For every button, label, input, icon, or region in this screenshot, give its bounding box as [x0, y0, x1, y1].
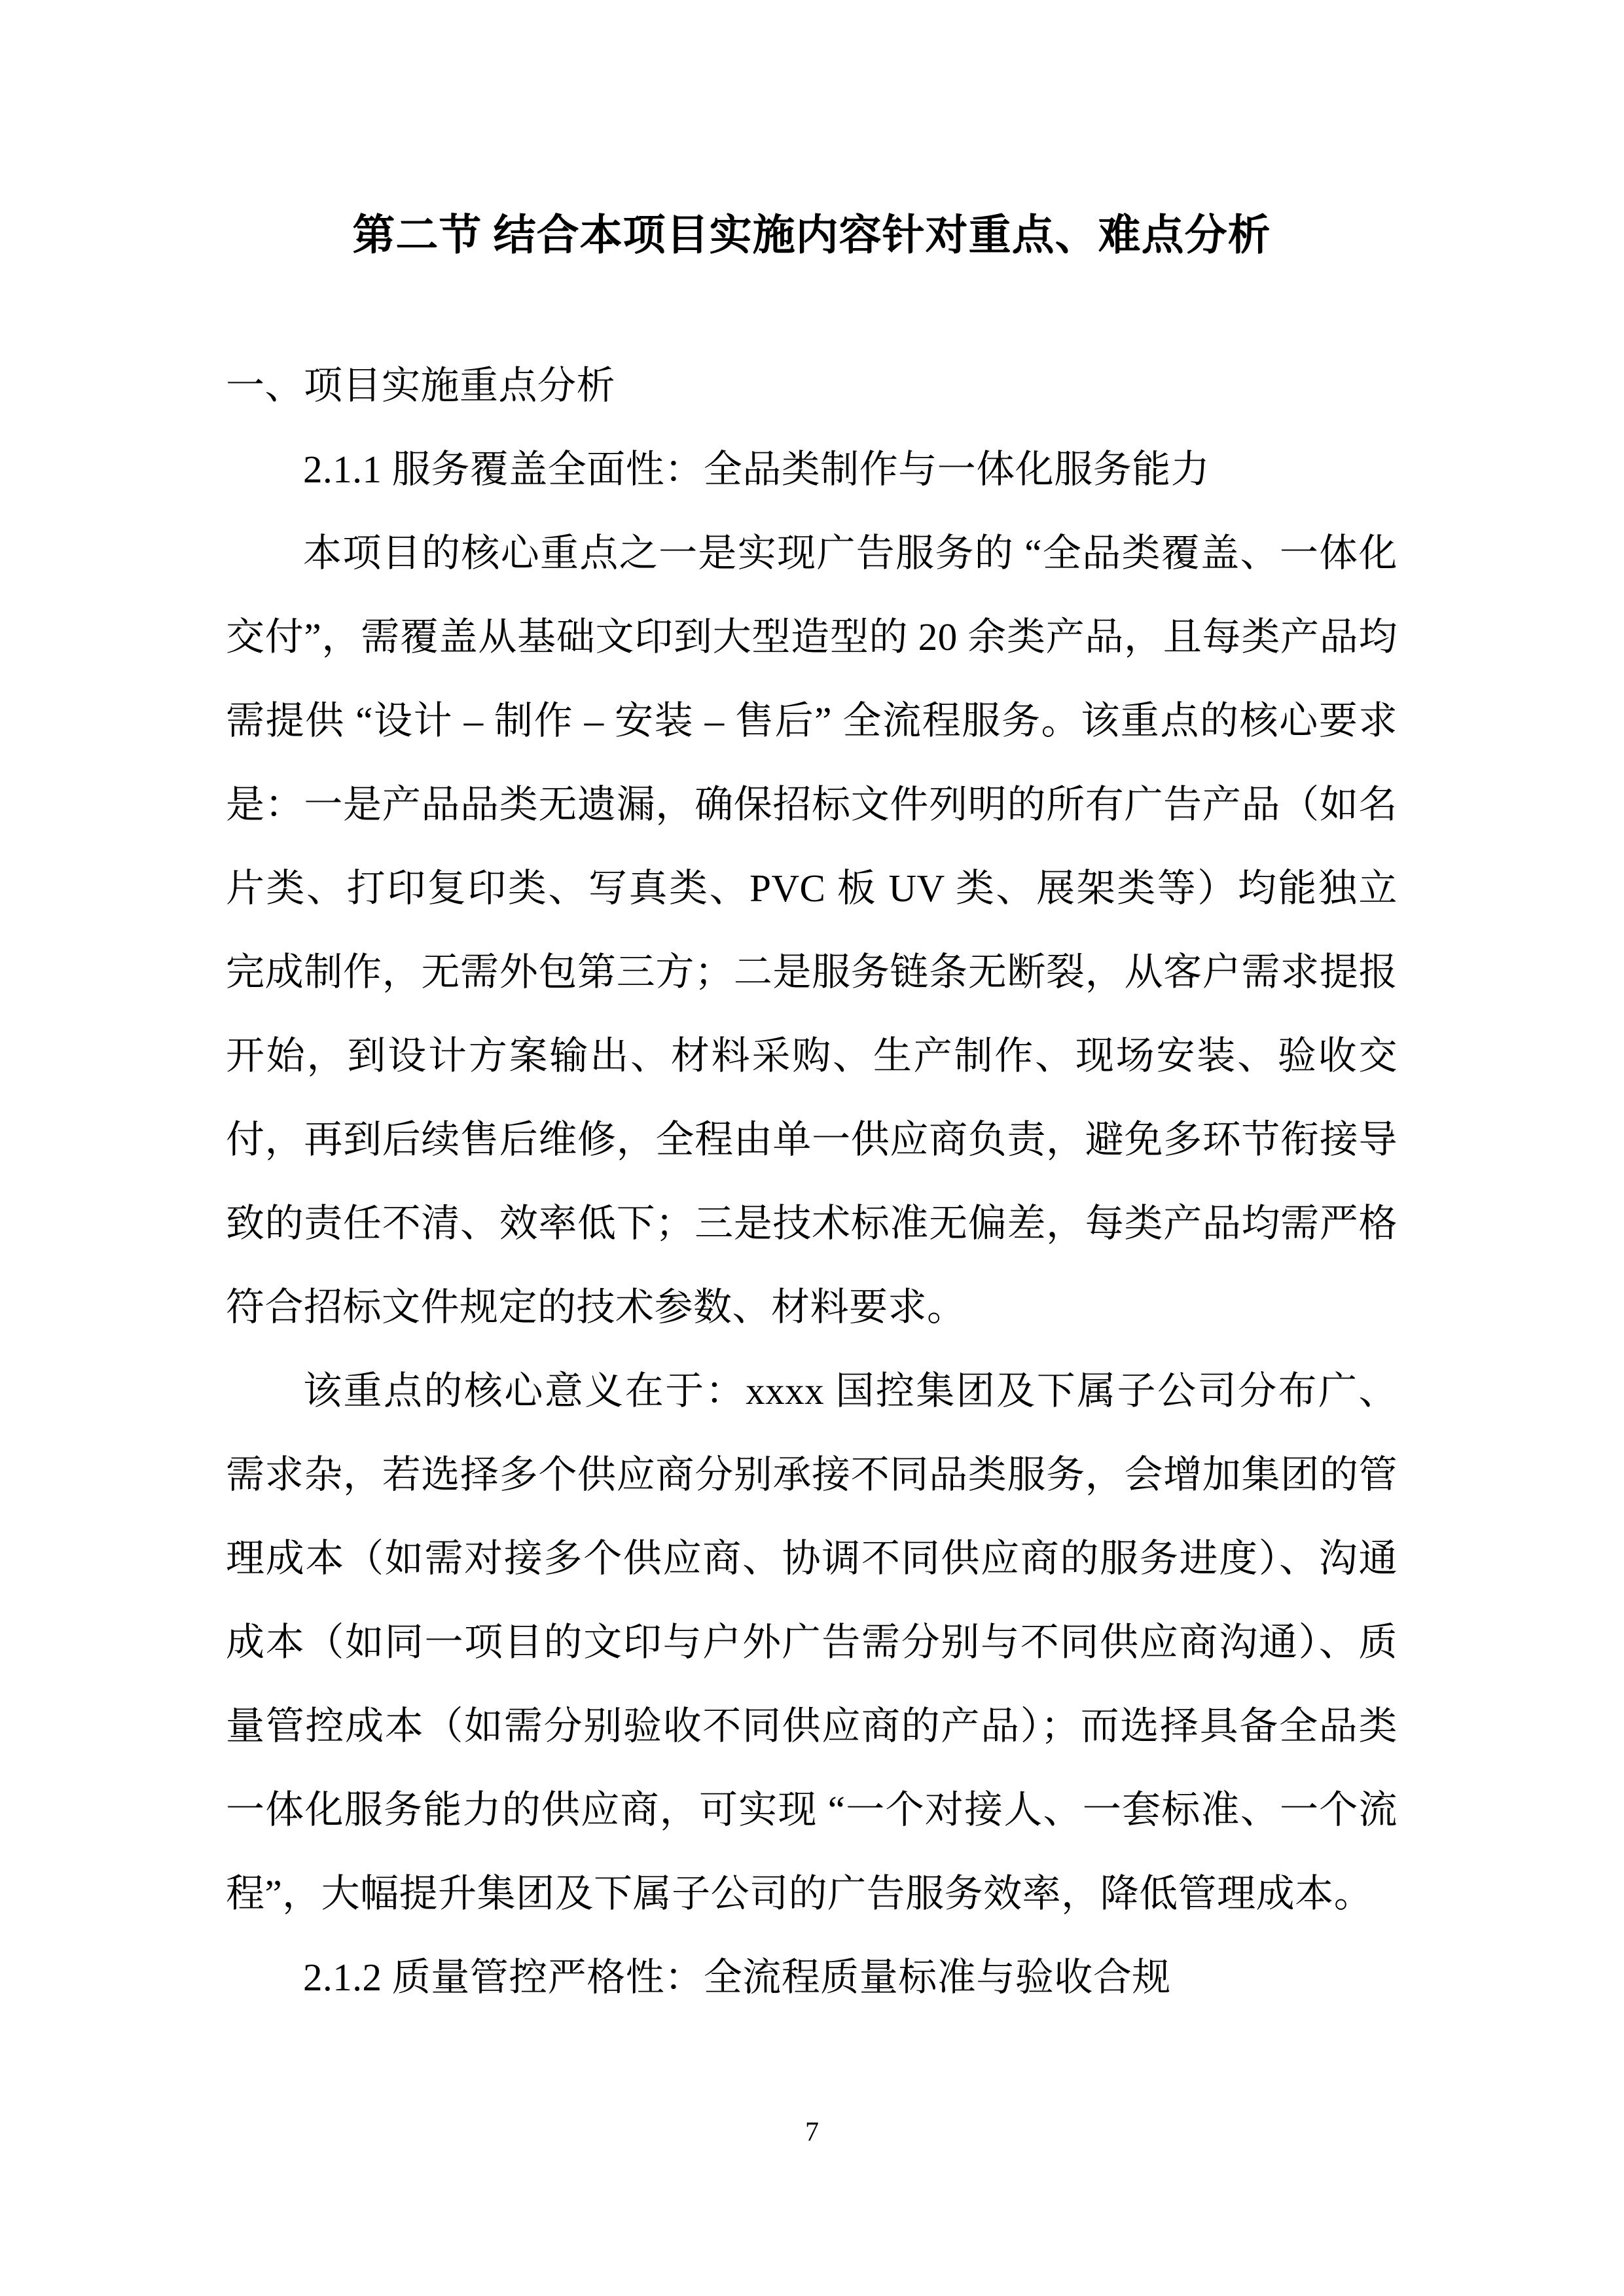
- heading-2-1-2: 2.1.2 质量管控严格性：全流程质量标准与验收合规: [303, 1956, 1171, 1999]
- document-body: [226, 344, 1398, 2019]
- heading-2-1-1: 2.1.1 服务覆盖全面性：全品类制作与一体化服务能力: [303, 448, 1210, 491]
- paragraph-service-coverage: 本项目的核心重点之一是实现广告服务的 “全品类覆盖、一体化交付”，需覆盖从基础文印到大型造型的 20 余类产品，且每类产品均需提供 “设计 – 制作 – 安装 – 售后” 全流程服务。该重点的核心要求是：一是产品品类无遗漏，确保招标文件列明的所有广告产品（如名片类、打印复印类、写真类、PVC 板 UV 类、展架类等）均能独立完成制作，无需外包第三方；二是服务链条无断裂，从客户需求提报开始，到设计方案输出、材料采购、生产制作、现场安装、验收交付，再到后续售后维修，全程由单一供应商负责，避免多环节衔接导致的责任不清、效率低下；三是技术标准无偏差，每类产品均需严格符合招标文件规定的技术参数、材料要求。: [226, 531, 1398, 1329]
- paragraph-core-significance: 该重点的核心意义在于：xxxx 国控集团及下属子公司分布广、需求杂，若选择多个供应商分别承接不同品类服务，会增加集团的管理成本（如需对接多个供应商、协调不同供应商的服务进度）、沟通成本（如同一项目的文印与户外广告需分别与不同供应商沟通）、质量管控成本（如需分别验收不同供应商的产品）；而选择具备全品类一体化服务能力的供应商，可实现 “一个对接人、一套标准、一个流程”，大幅提升集团及下属子公司的广告服务效率，降低管理成本。: [226, 1369, 1398, 1915]
- page-number: 7: [805, 2117, 819, 2147]
- heading-level1-project-key-points: 一、项目实施重点分析: [226, 364, 616, 407]
- section-title: 第二节 结合本项目实施内容针对重点、难点分析: [352, 212, 1271, 259]
